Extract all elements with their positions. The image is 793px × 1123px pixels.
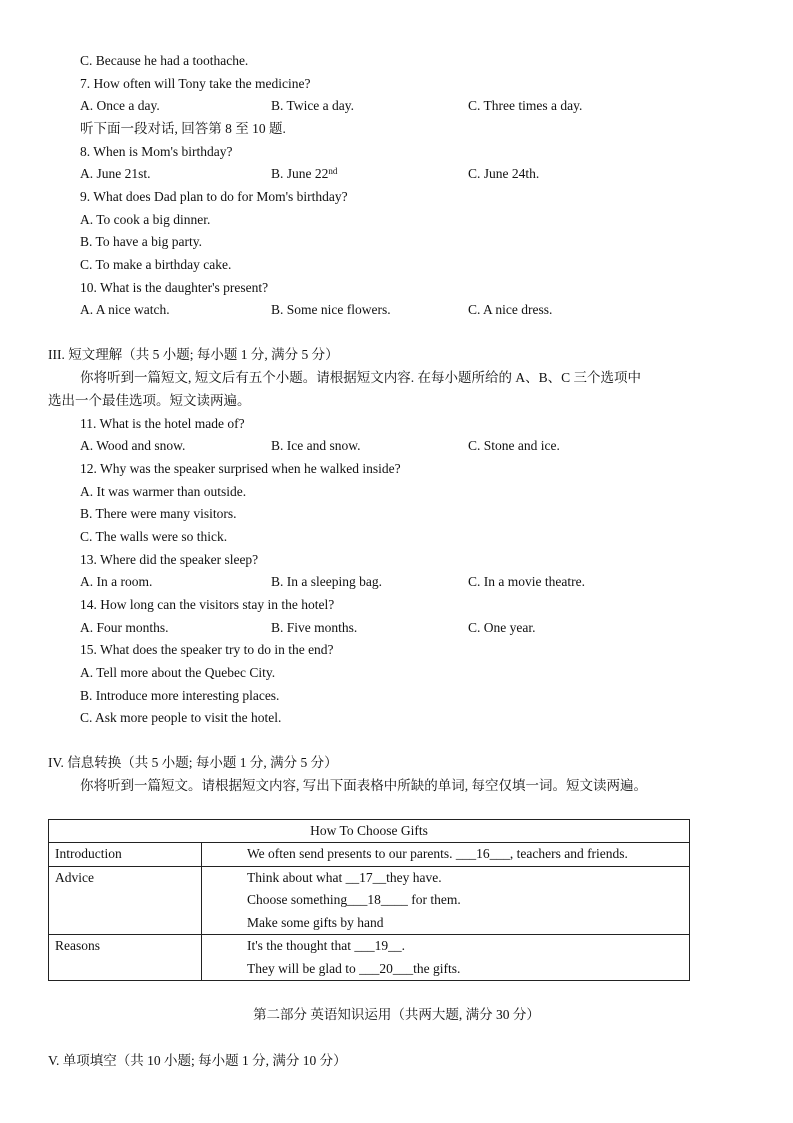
q7-question: 7. How often will Tony take the medicine? xyxy=(80,76,311,91)
part-2-heading: 第二部分 英语知识运用（共两大题, 满分 30 分） xyxy=(253,1007,540,1022)
q15-option-c: C. Ask more people to visit the hotel. xyxy=(80,710,282,725)
q15-question: 15. What does the speaker try to do in the end? xyxy=(80,642,334,657)
section-3-instruction-line1: 你将听到一篇短文, 短文后有五个小题。请根据短文内容. 在每小题所给的 A、B、C 三个选项中 xyxy=(80,370,642,385)
q12-option-a: A. It was warmer than outside. xyxy=(80,484,247,499)
q10-option-b: B. Some nice flowers. xyxy=(271,302,391,317)
q11-question: 11. What is the hotel made of? xyxy=(80,416,245,431)
q10-option-a: A. A nice watch. xyxy=(80,302,170,317)
advice-content xyxy=(202,866,690,935)
q12-option-b: B. There were many visitors. xyxy=(80,506,237,521)
q9-option-b: B. To have a big party. xyxy=(80,234,203,249)
section-4-instruction: 你将听到一篇短文。请根据短文内容, 写出下面表格中所缺的单词, 每空仅填一词。短文读两遍。 xyxy=(80,778,647,793)
instruction-8-10: 听下面一段对话, 回答第 8 至 10 题. xyxy=(80,121,286,136)
q9-option-a: A. To cook a big dinner. xyxy=(80,212,211,227)
q8-question: 8. When is Mom's birthday? xyxy=(80,144,233,159)
intro-text-16: We often send presents to our parents. ___16___, teachers and friends. xyxy=(247,846,628,861)
q12-question: 12. Why was the speaker surprised when he walked inside? xyxy=(80,461,401,476)
section-5-heading: V. 单项填空（共 10 小题; 每小题 1 分, 满分 10 分） xyxy=(48,1053,347,1068)
q8-option-b-suffix: nd xyxy=(328,166,338,176)
q13-question: 13. Where did the speaker sleep? xyxy=(80,552,259,567)
q7-option-a: A. Once a day. xyxy=(80,98,160,113)
q13-option-b: B. In a sleeping bag. xyxy=(271,574,382,589)
section-4-heading: IV. 信息转换（共 5 小题; 每小题 1 分, 满分 5 分） xyxy=(48,755,338,770)
q8-option-c: C. June 24th. xyxy=(468,166,540,181)
q14-option-b: B. Five months. xyxy=(271,620,358,635)
q13-option-c: C. In a movie theatre. xyxy=(468,574,585,589)
advice-line-3: Make some gifts by hand xyxy=(247,914,384,930)
q9-option-c: C. To make a birthday cake. xyxy=(80,257,232,272)
introduction-label: Introduction xyxy=(49,843,202,867)
q8-option-b-text: B. June 22 xyxy=(271,166,329,181)
q14-question: 14. How long can the visitors stay in the hotel? xyxy=(80,597,335,612)
q11-option-b: B. Ice and snow. xyxy=(271,438,361,453)
q9-question: 9. What does Dad plan to do for Mom's birthday? xyxy=(80,189,348,204)
q14-option-a: A. Four months. xyxy=(80,620,169,635)
q8-option-a: A. June 21st. xyxy=(80,166,151,181)
table-title: How To Choose Gifts xyxy=(49,820,690,843)
q12-option-c: C. The walls were so thick. xyxy=(80,529,228,544)
q11-option-c: C. Stone and ice. xyxy=(468,438,560,453)
section-3-instruction-line2: 选出一个最佳选项。短文读两遍。 xyxy=(48,393,251,408)
q11-option-a: A. Wood and snow. xyxy=(80,438,186,453)
gifts-table xyxy=(48,819,690,981)
q7-option-b: B. Twice a day. xyxy=(271,98,355,113)
section-3-heading: III. 短文理解（共 5 小题; 每小题 1 分, 满分 5 分） xyxy=(48,347,339,362)
q10-option-c: C. A nice dress. xyxy=(468,302,553,317)
q15-option-a: A. Tell more about the Quebec City. xyxy=(80,665,276,680)
reasons-line-20: They will be glad to ___20___the gifts. xyxy=(247,960,461,976)
q14-option-c: C. One year. xyxy=(468,620,536,635)
advice-label: Advice xyxy=(49,866,202,935)
q10-question: 10. What is the daughter's present? xyxy=(80,280,269,295)
advice-line-18: Choose something___18____ for them. xyxy=(247,892,461,907)
reasons-content xyxy=(202,935,690,981)
q7-option-c: C. Three times a day. xyxy=(468,98,583,113)
introduction-content xyxy=(202,843,690,867)
reasons-line-19: It's the thought that ___19__. xyxy=(247,938,406,953)
q6-option-c: C. Because he had a toothache. xyxy=(80,53,249,68)
advice-line-17: Think about what __17__they have. xyxy=(247,869,442,885)
q15-option-b: B. Introduce more interesting places. xyxy=(80,688,280,703)
reasons-label: Reasons xyxy=(49,935,202,981)
q8-option-b xyxy=(271,166,337,182)
q13-option-a: A. In a room. xyxy=(80,574,153,589)
